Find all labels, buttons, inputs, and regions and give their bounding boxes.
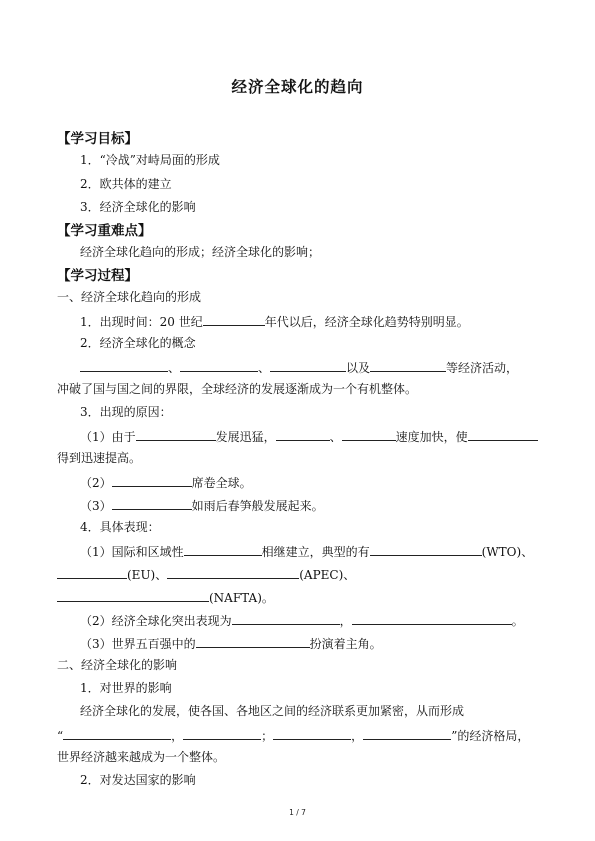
part2-heading: 二、经济全球化的影响 — [57, 658, 178, 672]
answer-blank[interactable] — [63, 726, 171, 740]
page-number: 1 / 7 — [289, 808, 306, 817]
part2-question-1-line3: 世界经济越来越成为一个整体。 — [57, 750, 226, 764]
question-3-1-line2: 得到迅速提高。 — [57, 451, 142, 465]
answer-blank[interactable] — [468, 427, 538, 441]
answer-blank[interactable] — [276, 427, 330, 441]
part2-question-1: 1．对世界的影响 — [80, 681, 172, 695]
question-4-1: （1）国际和区域性 相继建立，典型的有 (WTO)、 — [80, 542, 533, 558]
question-3-2: （2） 席卷全球。 — [80, 473, 252, 489]
answer-blank[interactable] — [136, 427, 216, 441]
goal-item: 2．欧共体的建立 — [80, 177, 172, 191]
answer-blank[interactable] — [80, 358, 168, 372]
answer-blank[interactable] — [273, 726, 351, 740]
question-3: 3．出现的原因： — [80, 405, 172, 419]
answer-blank[interactable] — [370, 358, 446, 372]
section-heading-process: 【学习过程】 — [57, 268, 138, 284]
question-2: 2．经济全球化的概念 — [80, 336, 196, 350]
answer-blank[interactable] — [57, 588, 209, 602]
answer-blank[interactable] — [167, 565, 299, 579]
section-heading-goals: 【学习目标】 — [57, 131, 138, 147]
answer-blank[interactable] — [363, 726, 451, 740]
page-title: 经济全球化的趋向 — [231, 78, 364, 96]
answer-blank[interactable] — [57, 565, 127, 579]
answer-blank[interactable] — [184, 542, 262, 556]
goal-item: 1．“冷战”对峙局面的形成 — [80, 153, 220, 167]
question-3-3: （3） 如雨后春笋般发展起来。 — [80, 496, 324, 512]
answer-blank[interactable] — [112, 473, 192, 487]
answer-blank[interactable] — [112, 496, 192, 510]
part2-question-1-blanks: “ ， ； ， ”的经济格局， — [57, 726, 529, 742]
answer-blank[interactable] — [232, 611, 340, 625]
part2-question-2: 2．对发达国家的影响 — [80, 773, 196, 787]
question-4-1-line2: (EU)、 (APEC)、 — [57, 565, 355, 581]
question-2-blanks: 、 、 以及 等经济活动， — [80, 358, 518, 374]
goal-item: 3．经济全球化的影响 — [80, 200, 196, 214]
answer-blank[interactable] — [270, 358, 346, 372]
part2-question-1-text: 经济全球化的发展，使各国、各地区之间的经济联系更加紧密，从而形成 — [80, 704, 465, 718]
question-4-3: （3）世界五百强中的 扮演着主角。 — [80, 634, 382, 650]
answer-blank[interactable] — [342, 427, 396, 441]
answer-blank[interactable] — [180, 358, 258, 372]
key-points-text: 经济全球化趋向的形成；经济全球化的影响； — [80, 245, 321, 259]
answer-blank[interactable] — [203, 312, 265, 326]
part1-heading: 一、经济全球化趋向的形成 — [57, 290, 202, 304]
question-1: 1．出现时间：20 世纪 年代以后，经济全球化趋势特别明显。 — [80, 312, 469, 328]
question-2-line2: 冲破了国与国之间的界限，全球经济的发展逐渐成为一个有机整体。 — [57, 382, 418, 396]
answer-blank[interactable] — [352, 611, 512, 625]
section-heading-key: 【学习重难点】 — [57, 223, 152, 239]
answer-blank[interactable] — [196, 634, 310, 648]
answer-blank[interactable] — [370, 542, 482, 556]
answer-blank[interactable] — [183, 726, 261, 740]
question-3-1: （1）由于 发展迅猛， 、 速度加快，使 — [80, 427, 538, 443]
question-4-2: （2）经济全球化突出表现为 ， 。 — [80, 611, 524, 627]
question-4-1-line3: (NAFTA)。 — [57, 588, 274, 604]
question-4: 4．具体表现： — [80, 520, 160, 534]
